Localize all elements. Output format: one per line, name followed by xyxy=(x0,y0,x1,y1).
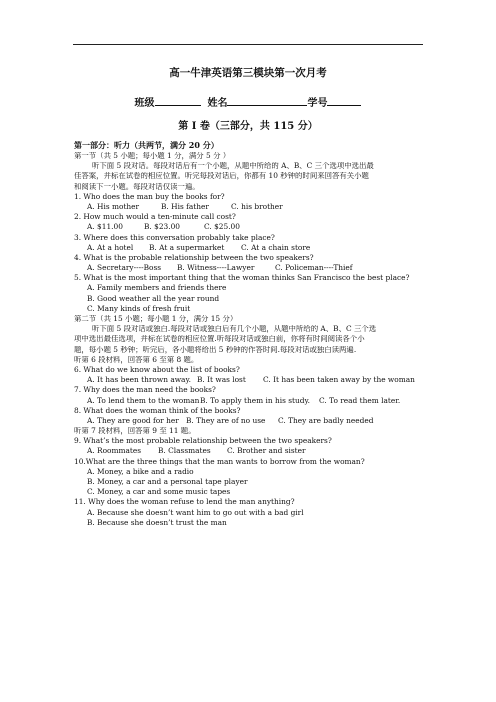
section2-instruction: 听下面 5 段对话或独白.每段对话或独白后有几个小题，从题中所给的 A、B、C 三个选 xyxy=(92,325,377,334)
name-field[interactable] xyxy=(227,96,307,106)
volume-heading: 第 I 卷（三部分，共 115 分） xyxy=(178,121,318,132)
option[interactable]: C. Money, a car and some music tapes xyxy=(87,488,231,497)
section1-instruction: 和阅读下一小题。每段对话仅读一遍。 xyxy=(74,182,200,191)
option[interactable]: A. $11.00 xyxy=(87,223,123,232)
option[interactable]: C. At a chain store xyxy=(241,243,311,252)
question: 6. What do we know about the list of books? xyxy=(74,365,240,374)
section1-heading: 第一节（共 5 小题；每小题 1 分，满分 5 分 ） xyxy=(74,152,231,160)
id-field[interactable] xyxy=(327,96,361,106)
material-note: 听第 7 段材料，回答第 9 至 11 题。 xyxy=(74,427,196,436)
option-row xyxy=(74,397,424,407)
question: 10.What are the three things that the man wants to borrow from the woman? xyxy=(74,457,365,466)
section2-instruction: 题，每小题 5 秒钟；听完后，各小题将给出 5 秒钟的作答时间.每段对话或独白读两遍. xyxy=(74,345,357,354)
option-row xyxy=(74,223,424,233)
option[interactable]: B. Witness----Lawyer xyxy=(177,264,255,273)
student-info-line xyxy=(0,96,496,109)
section2-instruction: 项中选出最佳选项，并标在试卷的相应位置.听每段对话或独白前，你将有时间阅读各个小 xyxy=(74,335,365,344)
name-label: 姓名 xyxy=(207,98,228,109)
section1-instruction: 佳答案，并标在试卷的相应位置。听完每段对话后，你都有 10 秒钟的时间来回答有关小题 xyxy=(74,172,369,181)
option[interactable]: A. His mother xyxy=(87,202,140,211)
id-label: 学号 xyxy=(307,98,328,109)
option-row xyxy=(74,417,424,427)
option[interactable]: C. Policeman----Thief xyxy=(275,264,353,273)
option[interactable]: A. They are good for her xyxy=(87,416,179,425)
option[interactable]: A. Family members and friends there xyxy=(87,284,227,293)
question: 8. What does the woman think of the books? xyxy=(74,406,241,415)
option[interactable]: B. Classmates xyxy=(158,447,211,456)
option-row xyxy=(74,264,424,274)
option[interactable]: A. To lend them to the woman xyxy=(87,396,200,405)
question: 1. Who does the man buy the books for? xyxy=(74,192,225,201)
option[interactable]: C. his brother xyxy=(231,202,283,211)
option[interactable]: B. To apply them in his study. xyxy=(200,396,311,405)
option[interactable]: B. $23.00 xyxy=(144,223,180,232)
option[interactable]: A. Secretary----Boss xyxy=(87,264,162,273)
option[interactable]: B. Because she doesn’t trust the man xyxy=(87,518,227,527)
option[interactable]: A. Roommates xyxy=(87,447,142,456)
option[interactable]: C. To read them later. xyxy=(319,396,401,405)
question: 7. Why does the man need the books? xyxy=(74,386,216,395)
section2-heading: 第二节（共 15 小题；每小题 1 分，满分 15 分） xyxy=(74,315,238,323)
option[interactable]: C. $25.00 xyxy=(204,223,240,232)
question: 4. What is the probable relationship between the two speakers? xyxy=(74,253,314,262)
option[interactable]: C. Many kinds of fresh fruit xyxy=(87,304,191,313)
material-note: 听第 6 段材料，回答第 6 至第 8 题。 xyxy=(74,355,199,364)
option[interactable]: A. Money, a bike and a radio xyxy=(87,467,194,476)
header-rule xyxy=(73,44,423,45)
question: 3. Where does this conversation probably take place? xyxy=(74,233,275,242)
option[interactable]: B. They are of no use xyxy=(186,416,266,425)
class-label: 班级 xyxy=(134,98,155,109)
question: 9. What’s the most probable relationship between the two speakers? xyxy=(74,437,332,446)
option[interactable]: C. Brother and sister xyxy=(227,447,306,456)
option[interactable]: A. Because she doesn’t want him to go out with a bad girl xyxy=(87,508,304,517)
exam-content xyxy=(74,141,424,529)
question: 11. Why does the woman refuse to lend the man anything? xyxy=(74,498,295,507)
option[interactable]: A. At a hotel xyxy=(87,243,134,252)
option-row xyxy=(74,376,424,386)
option[interactable]: B. Good weather all the year round xyxy=(87,294,220,303)
question: 2. How much would a ten-minute call cost? xyxy=(74,213,236,222)
option-row xyxy=(74,203,424,213)
option[interactable]: B. It was lost xyxy=(197,376,246,385)
option-row xyxy=(74,244,424,254)
question: 5. What is the most important thing that the woman thinks San Francisco the best place? xyxy=(74,274,410,283)
section1-instruction: 听下面 5 段对话。每段对话后有一个小题，从题中所给的 A、B、C 三个选项中选出最 xyxy=(92,162,374,171)
page-title: 高一牛津英语第三模块第一次月考 xyxy=(169,67,327,79)
option[interactable]: B. His father xyxy=(161,202,209,211)
part1-heading: 第一部分：听力（共两节，满分 20 分） xyxy=(74,141,219,150)
option[interactable]: A. It has been thrown away. xyxy=(87,376,191,385)
class-field[interactable] xyxy=(155,96,201,106)
option[interactable]: B. At a supermarket xyxy=(149,243,225,252)
option[interactable]: C. It has been taken away by the woman xyxy=(263,376,415,385)
option[interactable]: B. Money, a car and a personal tape player xyxy=(87,478,248,486)
option-row xyxy=(74,447,424,457)
option[interactable]: C. They are badly needed xyxy=(278,416,374,425)
